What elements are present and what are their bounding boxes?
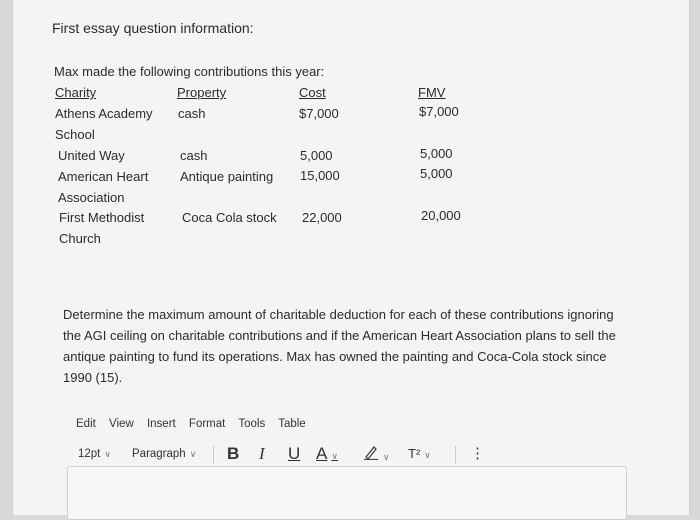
menu-format[interactable]: Format [188, 418, 226, 430]
row1-charity-line1: Athens Academy [55, 106, 153, 121]
bold-button[interactable]: B [227, 444, 240, 463]
header-cost: Cost [299, 85, 326, 100]
chevron-down-icon: ∨ [104, 449, 111, 459]
menu-edit[interactable]: Edit [76, 418, 96, 430]
row3-property: Antique painting [180, 169, 274, 184]
editor-menubar [76, 418, 316, 430]
row1-property: cash [178, 106, 206, 121]
row1-cost: $7,000 [299, 106, 339, 121]
question-text: Determine the maximum amount of charitable deduction for each of these contributions ignoring the AGI ceiling on charitable contributions and if the American Heart Association plans to sell the antique painting to fund its operations. Max has owned the painting and Coca-Cola stock since 1990 (15). [63, 307, 616, 385]
row1-fmv: $7,000 [419, 104, 459, 119]
row4-charity-line1: First Methodist [59, 210, 145, 225]
intro-text: Max made the following contributions this year: [54, 64, 325, 79]
page-title: First essay question information: [52, 20, 254, 36]
row2-cost: 5,000 [300, 148, 333, 163]
header-fmv: FMV [418, 85, 446, 100]
row4-fmv: 20,000 [421, 208, 461, 223]
menu-table[interactable]: Table [278, 418, 306, 430]
block-format-value: Paragraph [132, 448, 186, 460]
menu-view[interactable]: View [109, 418, 134, 430]
row3-cost: 15,000 [300, 168, 340, 183]
row3-charity-line1: American Heart [58, 169, 149, 184]
more-options-icon[interactable]: ⋮ [470, 445, 485, 462]
menu-tools[interactable]: Tools [238, 418, 266, 430]
editor-toolbar [70, 444, 500, 466]
row1-charity-line2: School [55, 127, 95, 142]
underline-button[interactable]: U [288, 444, 301, 463]
chevron-down-icon: ∨ [383, 452, 390, 462]
highlight-color-button[interactable] [363, 444, 390, 465]
row2-fmv: 5,000 [420, 146, 453, 161]
block-format-select[interactable] [132, 448, 196, 460]
superscript-button[interactable] [408, 446, 431, 461]
row4-charity-line2: Church [59, 231, 101, 246]
chevron-down-icon: ∨ [424, 450, 431, 460]
header-charity: Charity [55, 85, 97, 100]
row3-charity-line2: Association [58, 190, 125, 205]
row2-charity-line1: United Way [58, 148, 125, 163]
toolbar-divider [213, 446, 214, 464]
toolbar-divider [455, 446, 456, 464]
row2-property: cash [180, 148, 208, 163]
chevron-down-icon: ∨ [331, 451, 338, 461]
font-size-select[interactable] [78, 448, 111, 460]
font-size-value: 12pt [78, 448, 101, 460]
pen-icon [363, 444, 379, 460]
chevron-down-icon: ∨ [189, 449, 197, 459]
menu-insert[interactable]: Insert [146, 418, 176, 430]
answer-editor[interactable] [67, 466, 627, 520]
superscript-label: T² [408, 446, 421, 461]
header-property: Property [177, 85, 227, 100]
row4-cost: 22,000 [302, 210, 342, 225]
row4-property: Coca Cola stock [182, 210, 277, 225]
text-color-icon: A [316, 444, 328, 463]
italic-button[interactable]: I [259, 444, 265, 463]
text-color-button[interactable] [316, 444, 338, 464]
row3-fmv: 5,000 [420, 166, 453, 181]
